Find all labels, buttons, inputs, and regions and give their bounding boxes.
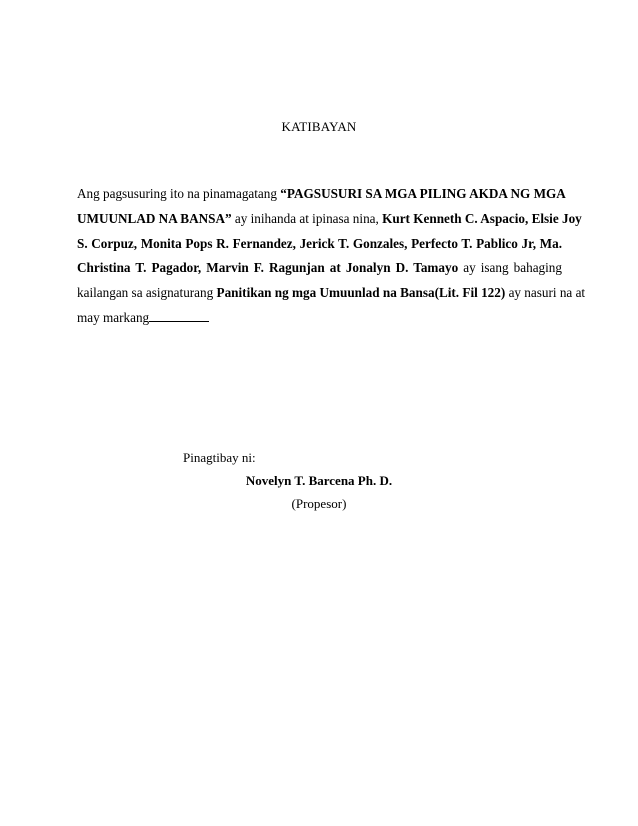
subject-name: Panitikan ng mga Umuunlad na Bansa(Lit. Fil 122) — [216, 285, 506, 301]
paragraph-line-5 — [77, 281, 586, 306]
document-title: KATIBAYAN — [281, 119, 357, 134]
signatory-name: Novelyn T. Barcena Ph. D. — [245, 473, 393, 488]
authors-part-3: Christina T. Pagador, Marvin F. Ragunjan at Jonalyn D. Tamayo — [77, 260, 459, 276]
paragraph-line-3: S. Corpuz, Monita Pops R. Fernandez, Jerick T. Gonzales, Perfecto T. Pablico Jr, Ma. — [77, 235, 562, 251]
grade-blank-line — [149, 309, 209, 322]
subject-intro-text: kailangan sa asignaturang — [77, 285, 217, 301]
prepared-by-text: ay inihanda at ipinasa nina, — [231, 210, 383, 226]
intro-text: Ang pagsusuring ito na pinamagatang — [77, 186, 281, 201]
evaluated-text: ay nasuri na at — [505, 285, 586, 301]
authors-part-1: Kurt Kenneth C. Aspacio, Elsie Joy — [382, 210, 582, 226]
study-title-part-1: “PAGSUSURI SA MGA PILING AKDA NG MGA — [280, 186, 566, 201]
grade-label: may markang — [77, 309, 150, 325]
certificate-paragraph — [77, 182, 586, 331]
signatory-role: (Propesor) — [291, 496, 347, 511]
study-title-part-2: UMUUNLAD NA BANSA” — [77, 210, 232, 226]
paragraph-line-2 — [77, 207, 582, 232]
paragraph-line-6 — [77, 306, 562, 331]
paragraph-line-4 — [77, 256, 562, 281]
paragraph-line-1 — [77, 182, 566, 207]
approved-by-label: Pinagtibay ni: — [183, 450, 256, 465]
requirement-text: ay isang bahaging — [458, 260, 562, 276]
